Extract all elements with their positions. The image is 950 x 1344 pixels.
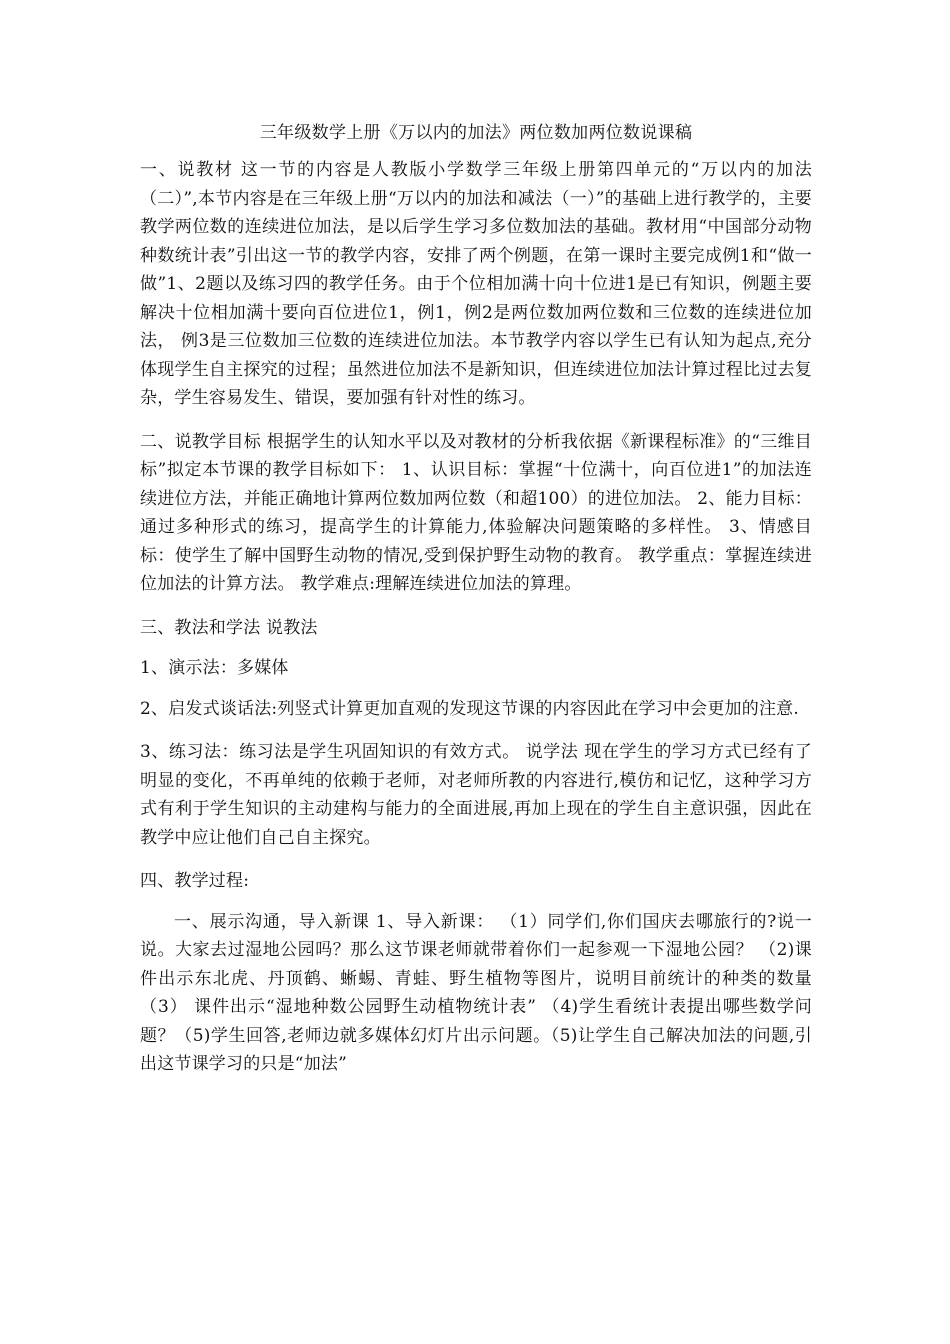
method-demonstration: 1、演示法：多媒体 <box>140 658 289 678</box>
section-teaching-material: 一、说教材 这一节的内容是人教版小学数学三年级上册第四单元的“万以内的加法（二）”,本节内容是在三年级上册“万以内的加法和减法（一）”的基础上进行教学的，主要教学两位数的连续进位加法，是以后学生学习多位数加法的基础。教材用“中国部分动物种数统计表”引出这一节的教学内容，安排了两个例题，在第一课时主要完成例1和“做一做”1、2题以及练习四的教学任务。由于个位相加满十向十位进1是已有知识，例题主要解决十位相加满十要向百位进位1，例1，例2是两位数加两位数和三位数的连续进位加法， 例3是三位数加三位数的连续进位加法。本节教学内容以学生已有认知为起点,充分体现学生自主探究的过程；虽然进位加法不是新知识，但连续进位加法计算过程比过去复杂，学生容易发生、错误，要加强有针对性的练习。 <box>140 160 812 408</box>
document-page <box>140 120 812 1094</box>
document-title: 三年级数学上册《万以内的加法》两位数加两位数说课稿 <box>259 123 693 143</box>
section-teaching-process-heading: 四、教学过程: <box>140 871 250 891</box>
teaching-process-step-one: 一、展示沟通，导入新课 1、导入新课： （1）同学们,你们国庆去哪旅行的?说一说。大家去过湿地公园吗？那么这节课老师就带着你们一起参观一下湿地公园？ （2)课件出示东北虎、丹顶鹤、蜥蜴、青蛙、野生植物等图片，说明目前统计的种类的数量（3） 课件出示“湿地种数公园野生动植物统计表” （4)学生看统计表提出哪些数学问题？（5)学生回答,老师边就多媒体幻灯片出示问题。（5)让学生自己解决加法的问题,引出这节课学习的只是“加法” <box>140 911 812 1074</box>
section-teaching-objectives: 二、说教学目标 根据学生的认知水平以及对教材的分析我依据《新课程标准》的“三维目标”拟定本节课的教学目标如下： 1、认识目标：掌握“十位满十，向百位进1”的加法连续进位方法，并能正确地计算两位数加两位数（和超100）的进位加法。 2、能力目标：通过多种形式的练习，提高学生的计算能力,体验解决问题策略的多样性。 3、情感目标：使学生了解中国野生动物的情况,受到保护野生动物的教育。 教学重点：掌握连续进位加法的计算方法。 教学难点:理解连续进位加法的算理。 <box>140 431 812 594</box>
method-practice-and-learning: 3、练习法：练习法是学生巩固知识的有效方式。 说学法 现在学生的学习方式已经有了明显的变化，不再单纯的依赖于老师，对老师所教的内容进行,模仿和记忆，这种学习方式有利于学生知识的主动建构与能力的全面进展,再加上现在的学生自主意识强，因此在教学中应让他们自己自主探究。 <box>140 742 812 848</box>
section-teaching-methods-heading: 三、教法和学法 说教法 <box>140 617 318 638</box>
method-heuristic-dialogue: 2、启发式谈话法:列竖式计算更加直观的发现这节课的内容因此在学习中会更加的注意. <box>140 698 799 719</box>
